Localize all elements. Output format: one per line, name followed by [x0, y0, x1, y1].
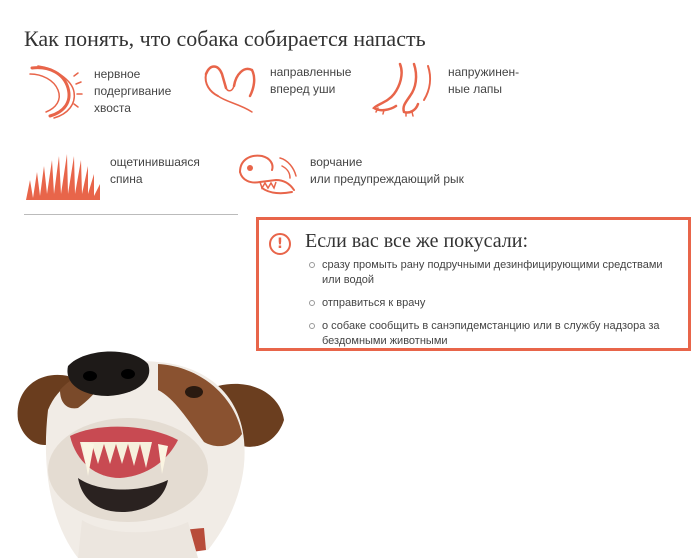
- sign-label: ощетинившаяся спина: [110, 155, 200, 186]
- sign-label: направленные вперед уши: [270, 65, 352, 96]
- list-item: отправиться к врачу: [309, 296, 684, 311]
- sign-label: напружинен- ные лапы: [448, 65, 520, 96]
- list-item: о собаке сообщить в санэпидемстанцию или в службу надзора за бездомными животными: [309, 319, 684, 349]
- dog-tail-icon: [24, 62, 86, 127]
- list-item: сразу промыть рану подручными дезинфицирующими средствами или водой: [309, 258, 684, 288]
- advice-list: [309, 258, 684, 357]
- snarling-dog-photo: [8, 350, 298, 558]
- sign-bristled-back: [24, 150, 200, 207]
- sign-label: нервное подергивание хвоста: [94, 67, 172, 115]
- bite-advice-box: [256, 217, 691, 351]
- sign-growling: [236, 150, 464, 203]
- bullet-icon: [309, 323, 315, 329]
- advice-title: Если вас все же покусали:: [305, 230, 529, 252]
- sign-tense-paws: [370, 60, 519, 123]
- dog-paws-icon: [370, 60, 440, 123]
- page-title: Как понять, что собака собирается напасть: [24, 26, 426, 51]
- dog-ears-icon: [200, 60, 262, 123]
- sign-nervous-tail: [24, 62, 171, 127]
- bristled-fur-icon: [24, 150, 102, 207]
- bullet-icon: [309, 262, 315, 268]
- growling-dog-icon: [236, 150, 302, 203]
- section-divider: [24, 214, 238, 215]
- sign-forward-ears: [200, 60, 351, 123]
- sign-label: ворчание или предупреждающий рык: [310, 155, 464, 186]
- exclamation-icon: !: [269, 233, 291, 255]
- bullet-icon: [309, 300, 315, 306]
